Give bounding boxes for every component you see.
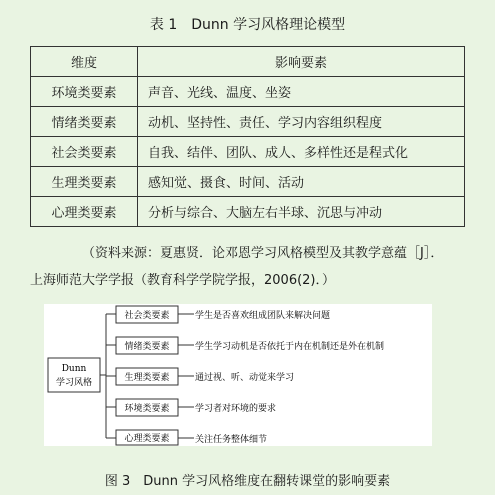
- factors-cell: 声音、光线、温度、坐姿: [138, 77, 465, 107]
- table-header-row: [31, 47, 465, 77]
- table-title: 表 1 Dunn 学习风格理论模型: [149, 17, 346, 33]
- dimension-cell: 情绪类要素: [31, 107, 138, 137]
- root-label-line2: 学习风格: [55, 378, 93, 388]
- branch-psychological: [116, 430, 267, 445]
- table-row: [31, 107, 465, 137]
- factors-cell: 分析与综合、大脑左右半球、沉思与冲动: [138, 197, 465, 227]
- dimension-cell: 社会类要素: [31, 137, 138, 167]
- branch-social: [116, 306, 330, 323]
- column-header-factors: 影响要素: [138, 47, 465, 77]
- branch-label: 心理类要素: [124, 434, 170, 444]
- branch-description: 关注任务整体细节: [195, 435, 268, 445]
- tree-diagram: [44, 304, 432, 446]
- factors-cell: 动机、坚持性、责任、学习内容组织程度: [138, 107, 465, 137]
- table-row: [31, 137, 465, 167]
- dimension-cell: 心理类要素: [31, 197, 138, 227]
- figure-caption: 图 3 Dunn 学习风格维度在翻转课堂的影响要素: [104, 474, 391, 489]
- dimension-cell: 生理类要素: [31, 167, 138, 197]
- column-header-dimension: 维度: [31, 47, 138, 77]
- branch-physiological: [116, 368, 294, 385]
- branch-environmental: [116, 399, 276, 416]
- branch-label: 生理类要素: [124, 373, 170, 383]
- source-line-1: （资料来源：夏惠贤．论邓恩学习风格模型及其教学意蕴［J］．: [82, 246, 444, 261]
- factors-cell: 感知觉、摄食、时间、活动: [138, 167, 465, 197]
- branch-description: 学生是否喜欢组成团队来解决问题: [195, 311, 331, 321]
- table-row: [31, 77, 465, 107]
- branch-description: 通过视、听、动觉来学习: [195, 373, 295, 383]
- dimension-cell: 环境类要素: [31, 77, 138, 107]
- factors-cell: 自我、结伴、团队、成人、多样性还是程式化: [138, 137, 465, 167]
- branch-description: 学习者对环境的要求: [195, 404, 277, 414]
- dunn-model-table: [30, 46, 465, 227]
- branch-emotional: [116, 337, 384, 354]
- table-row: [31, 167, 465, 197]
- table-row: [31, 197, 465, 227]
- source-line-2: 上海师范大学学报（教育科学学院学报，2006(2)．）: [30, 273, 335, 288]
- root-label-line1: Dunn: [61, 364, 87, 374]
- branch-label: 情绪类要素: [124, 342, 170, 352]
- branch-label: 社会类要素: [124, 311, 170, 321]
- source-citation: [30, 240, 470, 294]
- figure-diagram: [44, 304, 432, 446]
- branch-label: 环境类要素: [124, 404, 170, 414]
- branch-description: 学生学习动机是否依托于内在机制还是外在机制: [195, 342, 385, 352]
